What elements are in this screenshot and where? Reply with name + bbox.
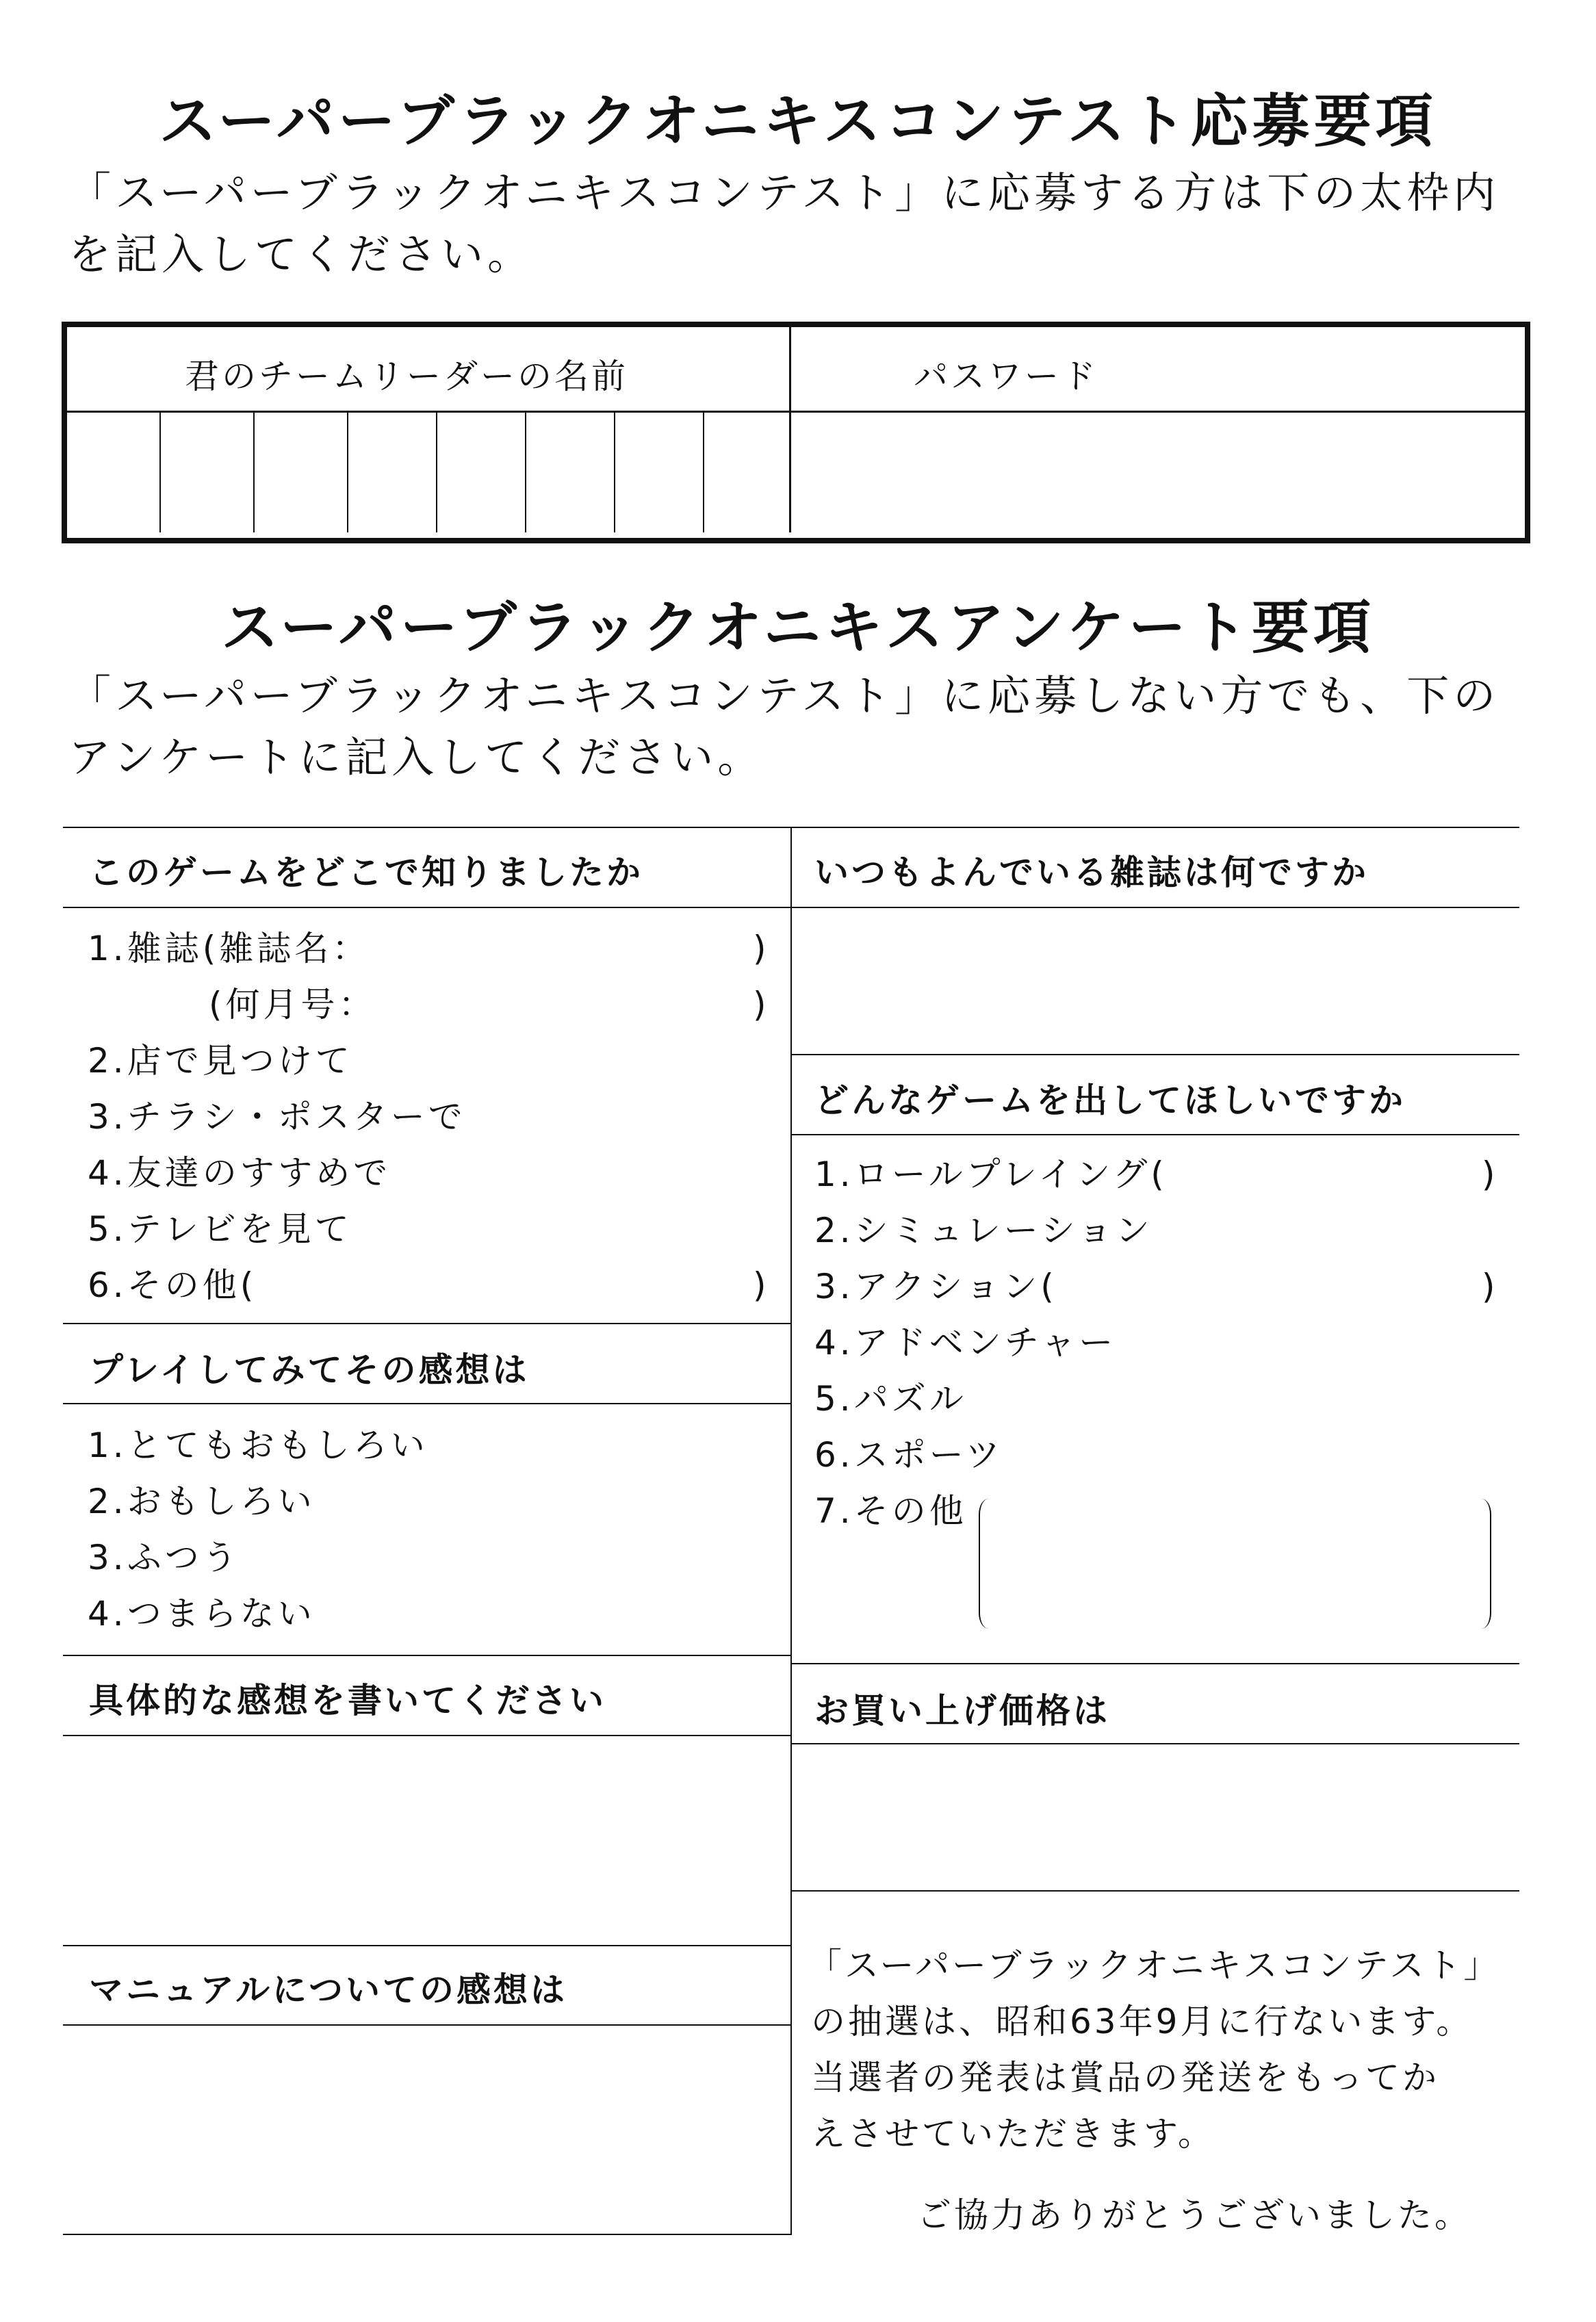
close-paren: ) [1482,1267,1495,1306]
q-impression-heading: プレイしてみてその感想は [89,1350,530,1390]
option-action[interactable]: 3.アクション( [814,1267,1057,1306]
option-puzzle[interactable]: 5.パズル [814,1379,967,1419]
q-wanted-games-heading: どんなゲームを出してほしいですか [814,1081,1406,1120]
q-manual-heading: マニュアルについての感想は [89,1970,567,2010]
lottery-notice-line-4: えさせていただきます。 [811,2114,1215,2154]
option-very-fun[interactable]: 1.とてもおもしろい [88,1426,428,1465]
left-rule [63,2234,790,2235]
contest-title: スーパーブラックオニキスコンテスト応募要項 [159,88,1437,155]
option-store[interactable]: 2.店で見つけて [88,1041,353,1081]
left-rule [63,1403,790,1404]
leader-name-box-7[interactable] [615,413,703,532]
option-adventure[interactable]: 4.アドベンチャー [814,1323,1117,1363]
close-paren: ) [753,929,767,968]
right-rule [792,1663,1519,1664]
option-rpg[interactable]: 1.ロールプレイング( [814,1154,1168,1194]
q-magazine-heading: いつもよんでいる雑誌は何ですか [814,853,1369,892]
other-genre-open-bracket [979,1499,995,1629]
option-boring[interactable]: 4.つまらない [88,1594,316,1634]
other-genre-close-bracket [1475,1499,1491,1629]
leader-name-box-8[interactable] [704,413,789,532]
option-other-genre[interactable]: 7.その他 [814,1491,967,1531]
option-other[interactable]: 6.その他( [88,1265,257,1305]
lottery-notice-line-1: 「スーパーブラックオニキスコンテスト」 [808,1946,1501,1985]
other-genre-answer-area[interactable] [996,1500,1475,1627]
thank-you-note: ご協力ありがとうございました。 [917,2195,1471,2235]
leader-name-box-5[interactable] [437,413,525,532]
right-rule [792,1890,1519,1892]
leader-name-box-3[interactable] [255,413,347,532]
leader-name-box-1[interactable] [67,413,159,532]
close-paren: ) [753,1265,767,1305]
left-rule [63,1945,790,1946]
details-answer-area[interactable] [63,1736,790,1945]
option-sports[interactable]: 6.スポーツ [814,1435,1003,1475]
option-magazine[interactable]: 1.雑誌(雑誌名： [88,929,370,968]
close-paren: ) [753,985,767,1024]
password-label: パスワード [914,357,1098,396]
survey-title: スーパーブラックオニキスアンケート要項 [221,594,1375,661]
option-friend[interactable]: 4.友達のすすめで [88,1153,391,1193]
price-answer-area[interactable] [792,1744,1519,1890]
leader-name-label: 君のチームリーダーの名前 [185,357,628,396]
survey-intro-line-2: アンケートに記入してください。 [68,732,764,782]
option-simulation[interactable]: 2.シミュレーション [814,1211,1153,1250]
password-box[interactable] [791,413,1519,532]
leader-name-box-6[interactable] [526,413,614,532]
option-average[interactable]: 3.ふつう [88,1538,240,1577]
leader-name-box-4[interactable] [348,413,436,532]
right-rule [792,1134,1519,1135]
leader-name-box-2[interactable] [161,413,253,532]
option-fun[interactable]: 2.おもしろい [88,1482,316,1521]
q-price-heading: お買い上げ価格は [814,1691,1110,1731]
survey-intro-line-1: 「スーパーブラックオニキスコンテスト」に応募しない方でも、下の [68,671,1500,721]
manual-answer-area[interactable] [63,2026,790,2234]
contest-intro-line-2: を記入してください。 [68,229,535,279]
option-tv[interactable]: 5.テレビを見て [88,1209,352,1249]
option-flyer-poster[interactable]: 3.チラシ・ポスターで [88,1097,466,1137]
right-rule [792,827,1519,828]
lottery-notice-line-3: 当選者の発表は賞品の発送をもってか [811,2058,1439,2098]
left-rule [63,827,790,828]
close-paren: ) [1482,1154,1495,1194]
q-details-heading: 具体的な感想を書いてください [89,1681,606,1720]
contest-intro-line-1: 「スーパーブラックオニキスコンテスト」に応募する方は下の太枠内 [68,168,1500,218]
q-where-heard-heading: このゲームをどこで知りましたか [89,853,643,892]
left-rule [63,1655,790,1656]
left-rule [63,907,790,908]
lottery-notice-line-2: の抽選は、昭和63年9月に行ないます。 [811,2002,1473,2041]
option-magazine-issue[interactable]: (何月号： [209,985,376,1024]
right-rule [792,1054,1519,1055]
magazine-answer-area[interactable] [792,908,1519,1054]
left-rule [63,1323,790,1324]
